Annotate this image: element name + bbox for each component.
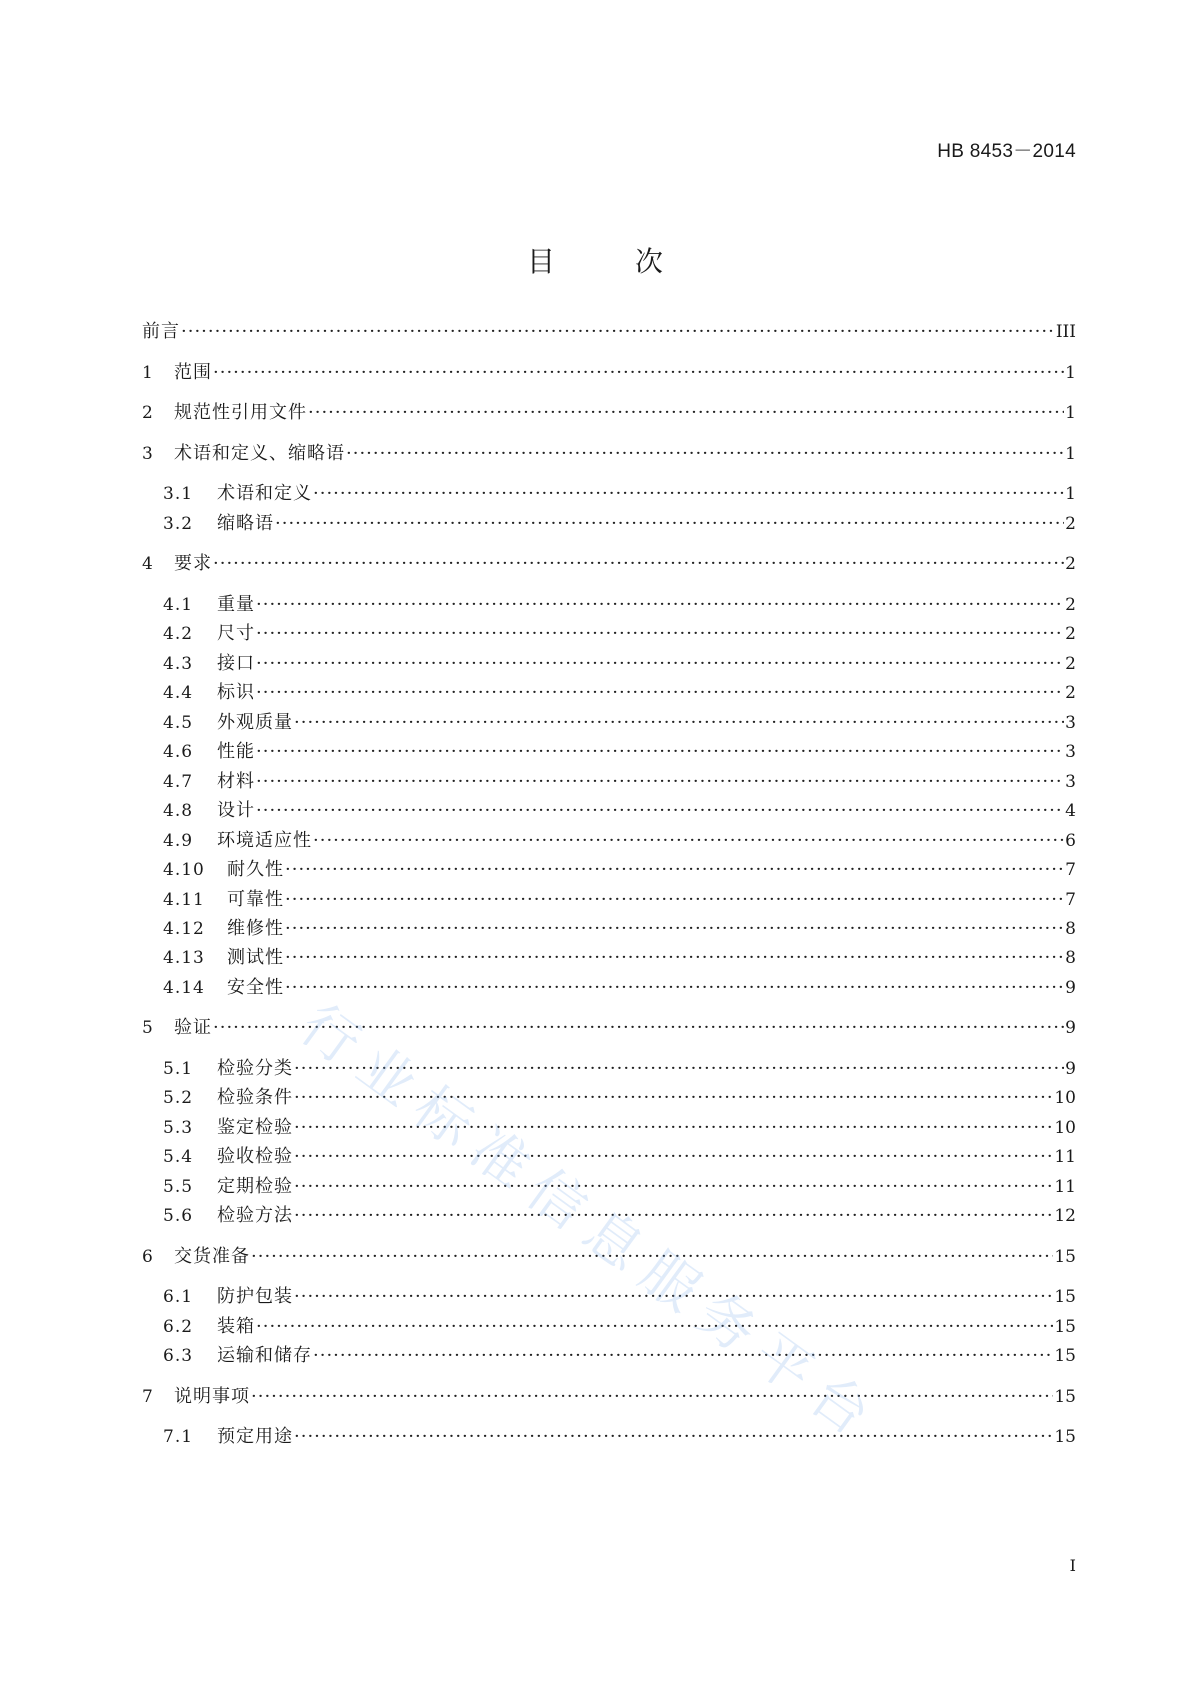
- toc-entry-label: 定期检验: [217, 1176, 293, 1197]
- toc-entry-page: 8: [1065, 919, 1076, 939]
- toc-entry-label: 术语和定义、缩略语: [174, 443, 345, 464]
- toc-entry-label: 规范性引用文件: [174, 402, 307, 423]
- toc-entry[interactable]: [163, 593, 1076, 617]
- toc-entry-label: 维修性: [227, 918, 284, 939]
- toc-entry[interactable]: [163, 512, 1076, 536]
- toc-entry-label: 预定用途: [217, 1426, 293, 1447]
- toc-leader-dots: [346, 442, 1064, 466]
- toc-entry-label: 缩略语: [217, 513, 274, 534]
- toc-entry[interactable]: [163, 1116, 1076, 1140]
- toc-entry-label: 术语和定义: [217, 483, 312, 504]
- toc-entry-label: 检验方法: [217, 1205, 293, 1226]
- toc-leader-dots: [256, 681, 1064, 705]
- toc-leader-dots: [313, 1344, 1053, 1368]
- toc-leader-dots: [213, 1016, 1064, 1040]
- toc-entry-page: 3: [1065, 742, 1076, 762]
- toc-entry-number: 4.10: [163, 860, 205, 880]
- toc-entry[interactable]: [163, 976, 1076, 1000]
- toc-entry-page: 10: [1054, 1088, 1076, 1108]
- toc-entry-page: 15: [1054, 1287, 1076, 1307]
- toc-leader-dots: [285, 976, 1064, 1000]
- toc-entry-number: 5.4: [163, 1147, 194, 1167]
- toc-entry[interactable]: [142, 1016, 1076, 1040]
- toc-entry-page: 1: [1065, 363, 1076, 383]
- toc-entry-label: 范围: [174, 362, 212, 383]
- toc-entry-number: 4.3: [163, 654, 194, 674]
- toc-entry-label: 验证: [174, 1017, 212, 1038]
- toc-entry[interactable]: [142, 401, 1076, 425]
- toc-entry-label: 耐久性: [227, 859, 284, 880]
- toc-entry-label: 重量: [217, 594, 255, 615]
- page-title: [0, 240, 1190, 280]
- toc-entry-label: 检验分类: [217, 1058, 293, 1079]
- toc-entry-page: 15: [1054, 1247, 1076, 1267]
- toc-leader-dots: [256, 740, 1064, 764]
- toc-entry-label: 设计: [217, 800, 255, 821]
- toc-entry-label: 前言: [142, 321, 180, 342]
- toc-entry-label: 交货准备: [174, 1246, 250, 1267]
- toc-entry-page: 7: [1065, 860, 1076, 880]
- toc-entry-page: 2: [1065, 683, 1076, 703]
- toc-entry-number: 5: [142, 1018, 154, 1038]
- toc-leader-dots: [285, 917, 1064, 941]
- toc-entry-number: 4.12: [163, 919, 205, 939]
- toc-entry[interactable]: [163, 1204, 1076, 1228]
- title-char-1: 目: [526, 245, 555, 278]
- toc-entry[interactable]: [163, 740, 1076, 764]
- toc-leader-dots: [313, 482, 1064, 506]
- toc-entry[interactable]: [163, 1086, 1076, 1110]
- toc-leader-dots: [294, 1175, 1053, 1199]
- toc-entry-page: 2: [1065, 514, 1076, 534]
- standard-code: HB 8453－2014: [937, 141, 1076, 162]
- toc-entry-label: 环境适应性: [217, 830, 312, 851]
- toc-entry[interactable]: [163, 1057, 1076, 1081]
- toc-entry-number: 7: [142, 1387, 154, 1407]
- toc-entry-label: 标识: [217, 682, 255, 703]
- toc-entry-label: 性能: [217, 741, 255, 762]
- toc-entry[interactable]: [163, 711, 1076, 735]
- toc-entry-label: 鉴定检验: [217, 1117, 293, 1138]
- toc-entry-number: 7.1: [163, 1427, 194, 1447]
- toc-leader-dots: [213, 552, 1064, 576]
- toc-entry[interactable]: [142, 442, 1076, 466]
- toc-entry-page: 1: [1065, 484, 1076, 504]
- toc-entry[interactable]: [163, 482, 1076, 506]
- toc-leader-dots: [251, 1245, 1053, 1269]
- toc-entry-label: 尺寸: [217, 623, 255, 644]
- toc-entry-label: 验收检验: [217, 1146, 293, 1167]
- title-char-2: 次: [635, 245, 664, 278]
- toc-entry-number: 6.1: [163, 1287, 194, 1307]
- toc-entry[interactable]: [163, 946, 1076, 970]
- toc-entry-number: 6: [142, 1247, 154, 1267]
- toc-entry-page: 15: [1054, 1427, 1076, 1447]
- toc-leader-dots: [294, 1116, 1053, 1140]
- toc-entry-page: 8: [1065, 948, 1076, 968]
- watermark-logo: 行业标准信息服务平台: [288, 992, 893, 1457]
- toc-leader-dots: [256, 770, 1064, 794]
- toc-leader-dots: [294, 711, 1064, 735]
- toc-leader-dots: [213, 361, 1064, 385]
- toc-leader-dots: [285, 858, 1064, 882]
- toc-entry-page: 2: [1065, 624, 1076, 644]
- toc-entry-page: 1: [1065, 403, 1076, 423]
- toc-leader-dots: [294, 1204, 1053, 1228]
- toc-entry-number: 5.5: [163, 1177, 194, 1197]
- toc-entry-number: 2: [142, 403, 154, 423]
- toc-leader-dots: [181, 320, 1055, 344]
- toc-entry[interactable]: [163, 829, 1076, 853]
- toc-entry[interactable]: [142, 552, 1076, 576]
- toc-leader-dots: [294, 1057, 1064, 1081]
- toc-entry-number: 3: [142, 444, 154, 464]
- toc-entry[interactable]: [163, 1175, 1076, 1199]
- toc-entry-label: 安全性: [227, 977, 284, 998]
- toc-leader-dots: [256, 1315, 1053, 1339]
- toc-entry-page: 3: [1065, 772, 1076, 792]
- toc-leader-dots: [294, 1285, 1053, 1309]
- toc-entry[interactable]: [163, 622, 1076, 646]
- toc-entry-label: 装箱: [217, 1316, 255, 1337]
- toc-entry-page: 15: [1054, 1346, 1076, 1366]
- toc-leader-dots: [256, 593, 1064, 617]
- toc-entry[interactable]: [163, 858, 1076, 882]
- toc-entry-label: 防护包装: [217, 1286, 293, 1307]
- toc-leader-dots: [256, 652, 1064, 676]
- toc-leader-dots: [256, 799, 1064, 823]
- toc-entry-label: 运输和储存: [217, 1345, 312, 1366]
- toc-entry-label: 说明事项: [174, 1386, 250, 1407]
- toc-entry[interactable]: [163, 652, 1076, 676]
- toc-entry-page: 9: [1065, 1059, 1076, 1079]
- toc-leader-dots: [294, 1086, 1053, 1110]
- toc-entry-number: 5.1: [163, 1059, 194, 1079]
- toc-leader-dots: [275, 512, 1064, 536]
- toc-entry-label: 外观质量: [217, 712, 293, 733]
- toc-entry-number: 4.13: [163, 948, 205, 968]
- toc-entry-page: 12: [1054, 1206, 1076, 1226]
- toc-entry-page: 2: [1065, 654, 1076, 674]
- toc-entry[interactable]: [142, 1245, 1076, 1269]
- toc-entry-number: 4.2: [163, 624, 194, 644]
- toc-entry[interactable]: [142, 361, 1076, 385]
- toc-entry-number: 5.6: [163, 1206, 194, 1226]
- toc-entry-page: 11: [1054, 1147, 1076, 1167]
- toc-leader-dots: [313, 829, 1064, 853]
- toc-entry-number: 3.1: [163, 484, 194, 504]
- toc-entry-number: 4.9: [163, 831, 194, 851]
- toc-entry-page: 2: [1065, 595, 1076, 615]
- toc-entry-number: 4.4: [163, 683, 194, 703]
- toc-entry[interactable]: [163, 1344, 1076, 1368]
- toc-entry-number: 4.14: [163, 978, 205, 998]
- toc-leader-dots: [294, 1145, 1053, 1169]
- toc-entry-number: 4.7: [163, 772, 194, 792]
- toc-entry[interactable]: [142, 320, 1076, 344]
- toc-entry-label: 接口: [217, 653, 255, 674]
- toc-entry-page: 10: [1054, 1118, 1076, 1138]
- toc-entry-page: 11: [1054, 1177, 1076, 1197]
- toc-entry-number: 4.1: [163, 595, 194, 615]
- toc-entry-page: 9: [1065, 1018, 1076, 1038]
- toc-entry-page: III: [1055, 322, 1076, 342]
- toc-entry-number: 4.5: [163, 713, 194, 733]
- toc-entry-number: 3.2: [163, 514, 194, 534]
- toc-entry-number: 4: [142, 554, 154, 574]
- toc-leader-dots: [285, 888, 1064, 912]
- toc-leader-dots: [308, 401, 1064, 425]
- toc-entry-page: 2: [1065, 554, 1076, 574]
- toc-entry[interactable]: [142, 1385, 1076, 1409]
- toc-entry-number: 1: [142, 363, 154, 383]
- toc-entry-page: 6: [1065, 831, 1076, 851]
- toc-entry-number: 4.6: [163, 742, 194, 762]
- toc-entry-page: 15: [1054, 1387, 1076, 1407]
- toc-entry-number: 5.3: [163, 1118, 194, 1138]
- toc-entry-page: 15: [1054, 1317, 1076, 1337]
- toc-entry-label: 要求: [174, 553, 212, 574]
- toc-entry[interactable]: [163, 917, 1076, 941]
- toc-entry[interactable]: [163, 799, 1076, 823]
- toc-entry-page: 4: [1065, 801, 1076, 821]
- toc-entry-label: 可靠性: [227, 889, 284, 910]
- toc-entry-number: 4.11: [163, 890, 205, 910]
- page-folio: I: [1069, 1556, 1076, 1575]
- toc-entry[interactable]: [163, 1285, 1076, 1309]
- toc-entry-label: 材料: [217, 771, 255, 792]
- toc-entry[interactable]: [163, 770, 1076, 794]
- toc-entry[interactable]: [163, 1425, 1076, 1449]
- toc-entry[interactable]: [163, 1315, 1076, 1339]
- toc-entry-number: 4.8: [163, 801, 194, 821]
- toc-entry-label: 测试性: [227, 947, 284, 968]
- toc-entry[interactable]: [163, 1145, 1076, 1169]
- toc-entry-number: 6.2: [163, 1317, 194, 1337]
- toc-entry-page: 9: [1065, 978, 1076, 998]
- toc-entry[interactable]: [163, 681, 1076, 705]
- toc-leader-dots: [251, 1385, 1053, 1409]
- toc-entry-page: 7: [1065, 890, 1076, 910]
- toc-entry-number: 5.2: [163, 1088, 194, 1108]
- toc-entry-page: 3: [1065, 713, 1076, 733]
- toc-entry-label: 检验条件: [217, 1087, 293, 1108]
- toc-entry-page: 1: [1065, 444, 1076, 464]
- toc-leader-dots: [285, 946, 1064, 970]
- toc-entry-number: 6.3: [163, 1346, 194, 1366]
- toc-leader-dots: [256, 622, 1064, 646]
- toc-entry[interactable]: [163, 888, 1076, 912]
- toc-leader-dots: [294, 1425, 1053, 1449]
